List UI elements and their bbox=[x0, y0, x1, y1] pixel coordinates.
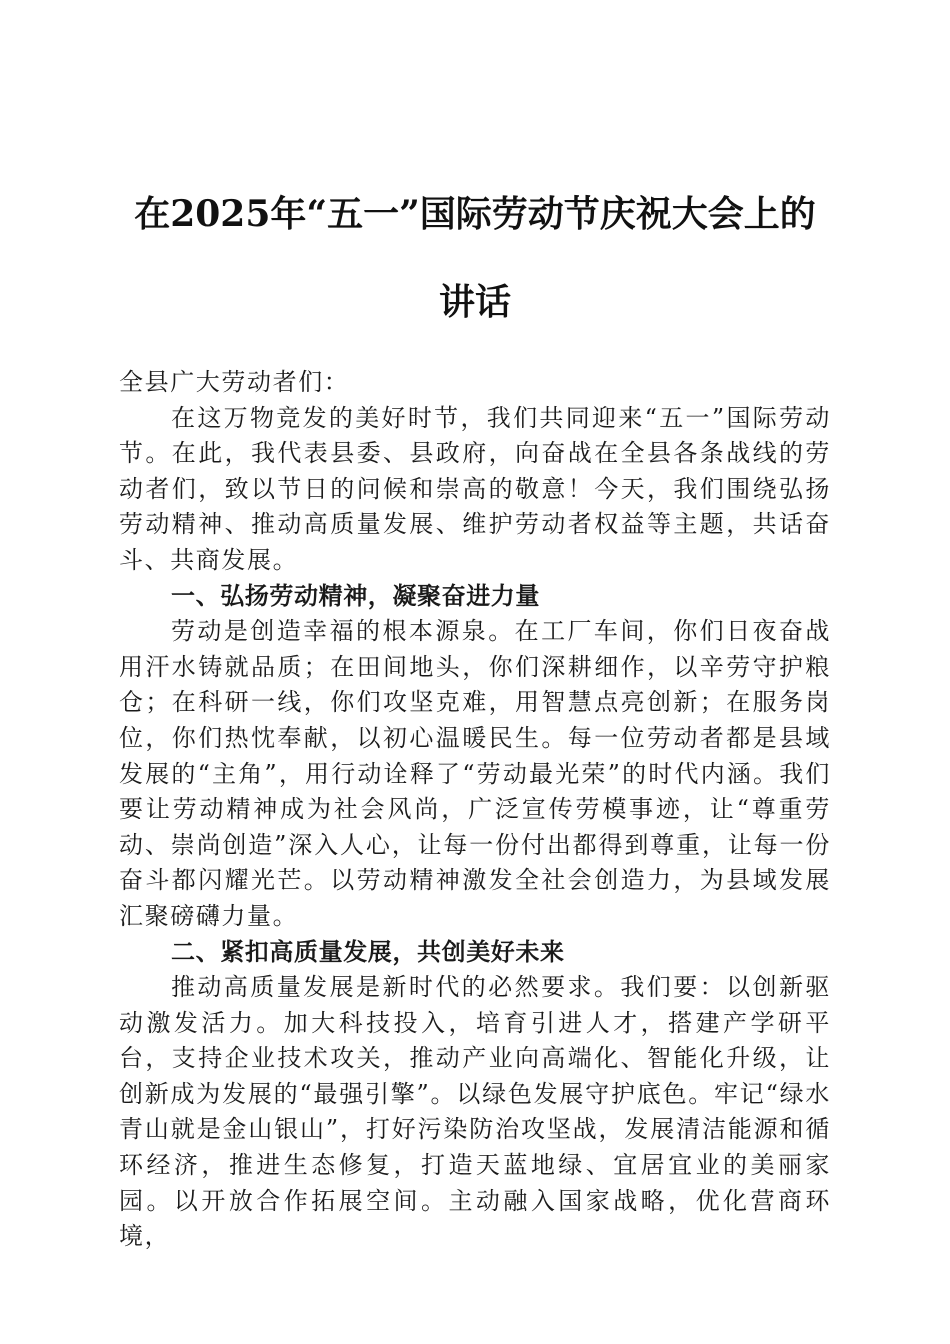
title-line-2: 讲话 bbox=[438, 281, 511, 323]
section-paragraph-1: 劳动是创造幸福的根本源泉。在工厂车间，你们日夜奋战用汗水铸就品质；在田间地头，你们深耕细作，以辛劳守护粮仓；在科研一线，你们攻坚克难，用智慧点亮创新；在服务岗位，你们热忱奉献，以初心温暖民生。每一位劳动者都是县域发展的“主角”，用行动诠释了“劳动最光荣”的时代内涵。我们要让劳动精神成为社会风尚，广泛宣传劳模事迹，让“尊重劳动、崇尚创造”深入人心，让每一份付出都得到尊重，让每一份奋斗都闪耀光芒。以劳动精神激发全社会创造力，为县域发展汇聚磅礴力量。 bbox=[119, 617, 831, 930]
intro-paragraph: 在这万物竞发的美好时节，我们共同迎来“五一”国际劳动节。在此，我代表县委、县政府，向奋战在全县各条战线的劳动者们，致以节日的问候和崇高的敬意！今天，我们围绕弘扬劳动精神、推动高质量发展、维护劳动者权益等主题，共话奋斗、共商发展。 bbox=[119, 403, 831, 574]
document-body bbox=[119, 365, 831, 1255]
document-title bbox=[100, 170, 850, 346]
section-paragraph-2: 推动高质量发展是新时代的必然要求。我们要：以创新驱动激发活力。加大科技投入，培育引进人才，搭建产学研平台，支持企业技术攻关，推动产业向高端化、智能化升级，让创新成为发展的“最强引擎”。以绿色发展守护底色。牢记“绿水青山就是金山银山”，打好污染防治攻坚战，发展清洁能源和循环经济，推进生态修复，打造天蓝地绿、宜居宜业的美丽家园。以开放合作拓展空间。主动融入国家战略，优化营商环境， bbox=[119, 973, 831, 1251]
salutation: 全县广大劳动者们： bbox=[119, 368, 350, 396]
title-line-1: 在2025年“五一”国际劳动节庆祝大会上的 bbox=[134, 193, 816, 235]
section-heading-1: 一、弘扬劳动精神，凝聚奋进力量 bbox=[171, 581, 540, 610]
section-heading-2: 二、紧扣高质量发展，共创美好未来 bbox=[171, 937, 565, 966]
